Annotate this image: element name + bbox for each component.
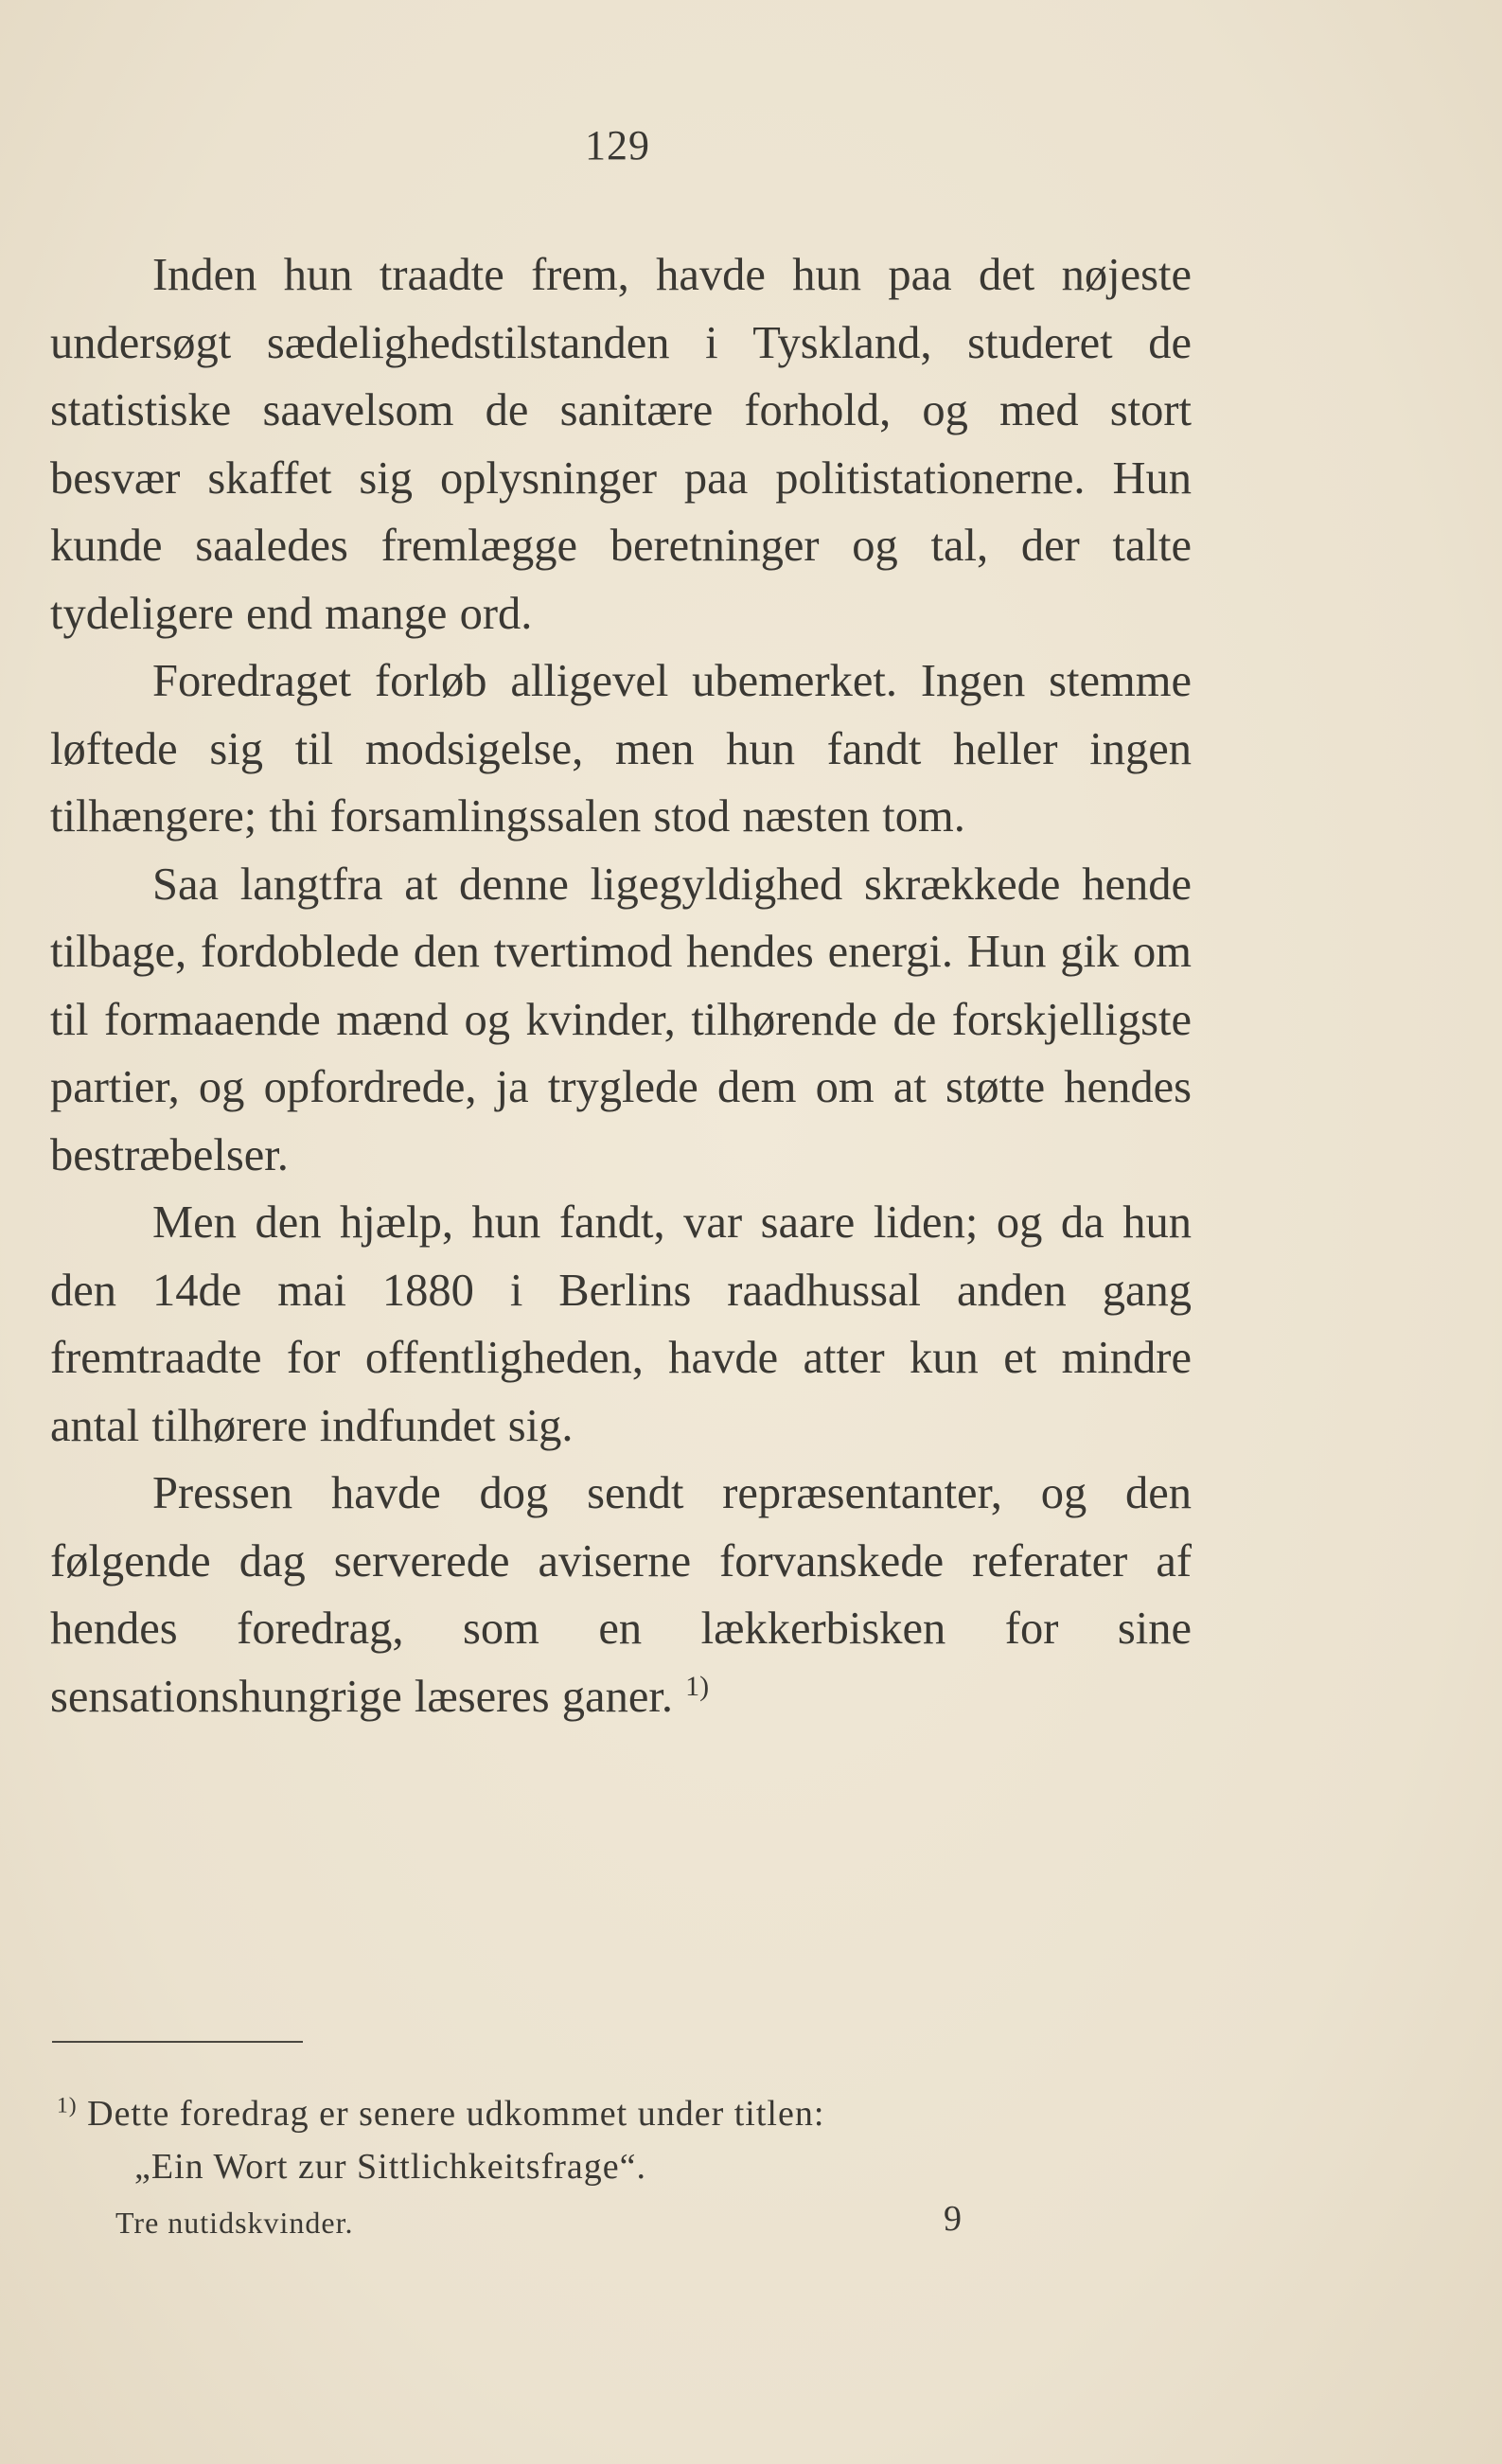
paragraph-4: Men den hjælp, hun fandt, var saare liden; og da hun den 14de mai 1880 i Berlins raadhussal anden gang fremtraadte for offentligheden, havde atter kun et mindre antal tilhørere indfundet sig. bbox=[50, 1197, 1192, 1451]
footnote-marker: 1) bbox=[57, 2093, 78, 2118]
paragraph-5 bbox=[50, 1460, 1192, 1730]
paragraph-1: Inden hun traadte frem, havde hun paa det nøjeste undersøgt sædelighedstilstanden i Tyskland, studeret de statistiske saavelsom de sanitære forhold, og med stort besvær skaffet sig oplysninger paa politistationerne. Hun kunde saaledes fremlægge beretninger og tal, der talte tydeligere end mange ord. bbox=[50, 250, 1192, 639]
signature-title: Tre nutidskvinder. bbox=[115, 2206, 354, 2240]
footnote-line-2 bbox=[57, 2140, 1202, 2193]
footnote-text-2: „Ein Wort zur Sittlichkeitsfrage“. bbox=[134, 2147, 646, 2187]
page-number: 129 bbox=[585, 122, 650, 168]
footnote-divider bbox=[52, 2041, 303, 2043]
paragraph-3: Saa langtfra at denne ligegyldighed skrækkede hende tilbage, fordoblede den tvertimod hendes energi. Hun gik om til formaaende mænd og kvinder, tilhørende de forskjelligste partier, og opfordrede, ja tryglede dem om at støtte hendes bestræbelser. bbox=[50, 859, 1192, 1180]
paragraph-2: Foredraget forløb alligevel ubemerket. Ingen stemme løftede sig til modsigelse, men hun fandt heller ingen tilhængere; thi forsamlingssalen stod næsten tom. bbox=[50, 656, 1192, 842]
signature-sheet-number: 9 bbox=[944, 2199, 962, 2239]
paragraph-5-text: Pressen havde dog sendt repræsentanter, og den følgende dag serverede aviserne forvanskede referater af hendes foredrag, som en lækkerbisken for sine sensationshungrige læseres ganer. bbox=[50, 1468, 1192, 1722]
body-text bbox=[50, 241, 1192, 1730]
footnote-line-1 bbox=[57, 2087, 1202, 2140]
footnote bbox=[57, 2087, 1202, 2193]
footnote-text-1: Dette foredrag er senere udkommet under titlen: bbox=[87, 2094, 825, 2134]
footnote-reference: 1) bbox=[685, 1669, 710, 1702]
